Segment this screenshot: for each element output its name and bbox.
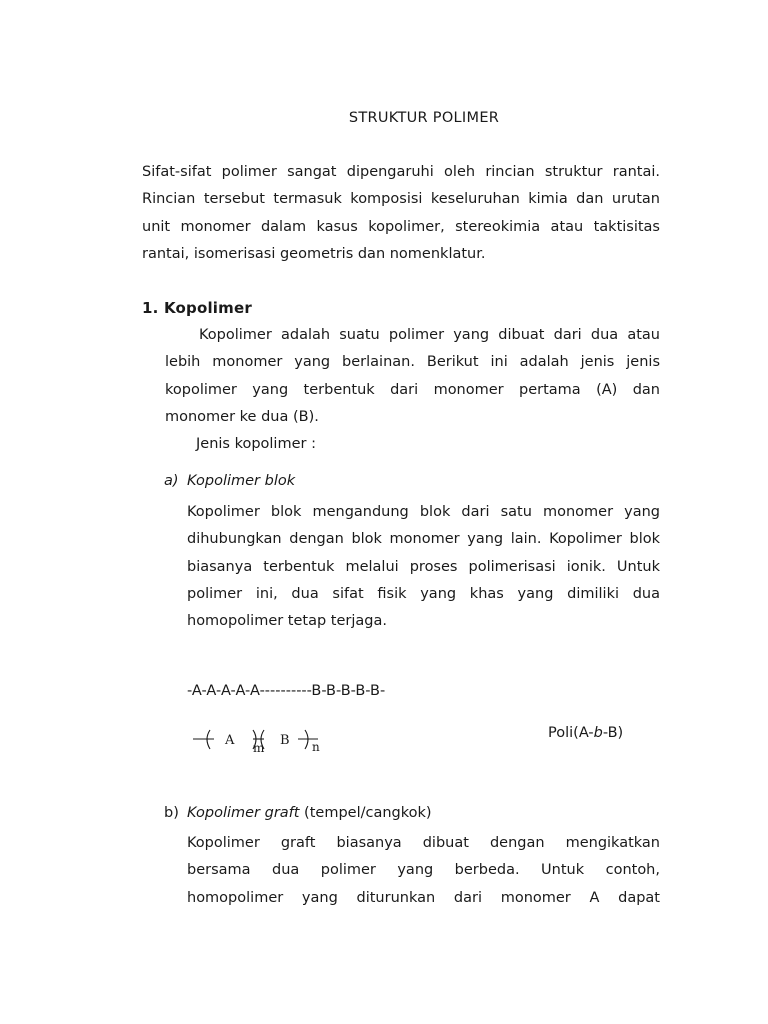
block-sequence: -A-A-A-A-A----------B-B-B-B-B- — [187, 683, 386, 699]
graft-title-rest: (tempel/cangkok) — [299, 805, 432, 821]
poli-prefix: Poli(A- — [548, 725, 594, 741]
block-copolymer-formula — [190, 722, 340, 756]
poli-notation — [548, 725, 623, 741]
definition-line: kopolimer yang terbentuk dari monomer pertama (A) dan — [165, 381, 660, 398]
blok-line: biasanya terbentuk melalui proses polimerisasi ionik. Untuk — [187, 558, 660, 575]
definition-line: monomer ke dua (B). — [165, 408, 319, 425]
jenis-kopolimer-label: Jenis kopolimer : — [196, 436, 316, 452]
intro-paragraph — [142, 159, 660, 268]
subsection-a-marker: a) — [164, 473, 179, 489]
blok-line: polimer ini, dua sifat fisik yang khas yang dimiliki dua — [187, 585, 660, 602]
subsection-a-title: Kopolimer blok — [187, 473, 296, 489]
poli-block-letter: b — [593, 725, 603, 741]
intro-line: Sifat-sifat polimer sangat dipengaruhi oleh rincian struktur rantai. — [142, 164, 660, 180]
definition-line: Kopolimer adalah suatu polimer yang dibuat dari dua atau — [199, 327, 660, 343]
blok-description — [187, 499, 660, 635]
intro-line: rantai, isomerisasi geometris dan nomenklatur. — [142, 245, 486, 262]
graft-title-italic: Kopolimer graft — [187, 805, 300, 821]
blok-line: homopolimer tetap terjaga. — [187, 613, 387, 630]
graft-line: bersama dua polimer yang berbeda. Untuk contoh, — [187, 862, 660, 879]
subscript-n: n — [312, 740, 320, 754]
graft-line: Kopolimer graft biasanya dibuat dengan mengikatkan — [187, 835, 660, 851]
subsection-b-marker: b) — [164, 805, 179, 821]
page-title: STRUKTUR POLIMER — [348, 110, 500, 126]
unit-b-text: B — [280, 733, 290, 748]
poli-suffix: -B) — [602, 725, 624, 741]
graft-line: homopolimer yang diturunkan dari monomer A dapat — [187, 889, 660, 906]
intro-line: Rincian tersebut termasuk komposisi keseluruhan kimia dan urutan — [142, 191, 660, 208]
unit-a-text: A — [225, 733, 235, 748]
blok-line: dihubungkan dengan blok monomer yang lain. Kopolimer blok — [187, 531, 660, 548]
definition-line: lebih monomer yang berlainan. Berikut ini adalah jenis jenis — [165, 354, 660, 371]
kopolimer-definition — [165, 322, 660, 431]
subsection-b-title — [187, 805, 432, 821]
section-heading-kopolimer: 1. Kopolimer — [142, 299, 252, 317]
blok-line: Kopolimer blok mengandung blok dari satu monomer yang — [187, 504, 660, 520]
subscript-m: m — [253, 741, 265, 755]
intro-line: unit monomer dalam kasus kopolimer, stereokimia atau taktisitas — [142, 218, 660, 235]
graft-description — [187, 830, 660, 912]
